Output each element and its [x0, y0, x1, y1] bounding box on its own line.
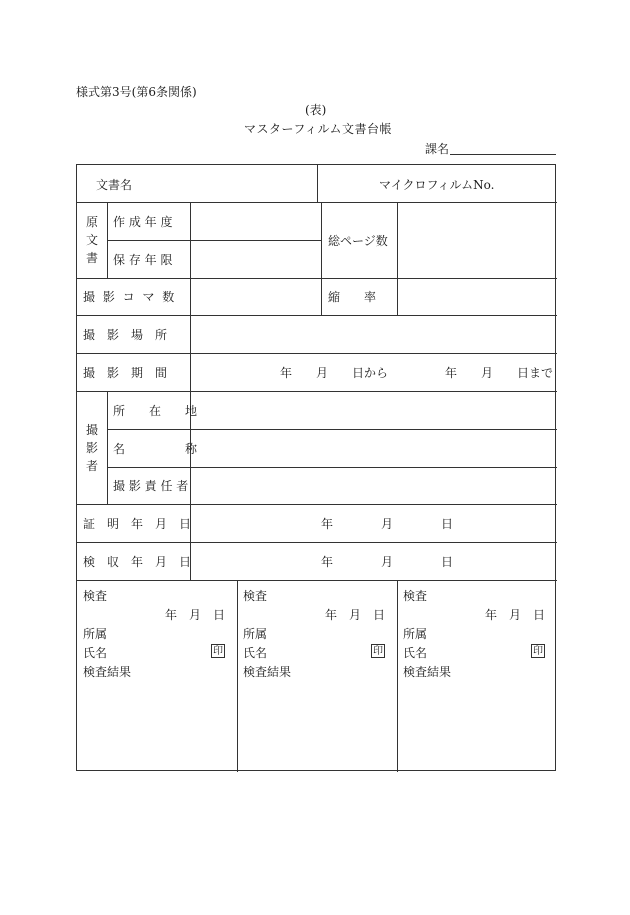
form-side-label: (表): [305, 103, 327, 117]
created-year-label: 作 成 年 度: [113, 215, 173, 229]
seal-stamp-box: 印: [213, 646, 223, 657]
inspection-date: 年 月 日: [165, 608, 226, 622]
microfilm-no-label: マイクロフィルムNo.: [379, 178, 495, 192]
period-to: 年 月 日まで: [445, 366, 554, 380]
form-number: 様式第3号(第6条関係): [76, 85, 197, 99]
person-in-charge-label: 撮 影 責 任 者: [113, 479, 189, 493]
section-name-label: 課名: [425, 142, 450, 156]
inspection-affiliation: 所属: [403, 627, 428, 641]
inspection-date: 年 月 日: [485, 608, 546, 622]
section-name-line: [450, 154, 556, 155]
form-title: マスターフィルム文書台帳: [244, 122, 392, 136]
inspection-affiliation: 所属: [83, 627, 108, 641]
inspection-name: 氏名: [83, 646, 108, 660]
seal-stamp-box: 印: [533, 646, 543, 657]
receipt-date-value: 年 月 日: [321, 555, 454, 569]
seal-stamp-box: 印: [373, 646, 383, 657]
certification-date-label: 証 明 年 月 日: [83, 517, 192, 531]
location-label: 撮 影 場 所: [83, 328, 168, 342]
receipt-date-label: 検 収 年 月 日: [83, 555, 192, 569]
inspection-date: 年 月 日: [325, 608, 386, 622]
inspection-result: 検査結果: [243, 665, 292, 679]
company-name-label: 名 称: [113, 442, 198, 456]
photographer-label: 撮 影 者: [85, 423, 98, 473]
inspection-title: 検査: [403, 589, 428, 603]
reduction-ratio-label: 縮 率: [328, 290, 377, 304]
document-name-label: 文書名: [96, 178, 133, 192]
inspection-result: 検査結果: [403, 665, 452, 679]
period-from: 年 月 日から: [280, 366, 389, 380]
inspection-box-2: [237, 580, 397, 772]
inspection-title: 検査: [83, 589, 108, 603]
register-form: [76, 164, 556, 771]
inspection-box-1: [77, 580, 237, 772]
frame-count-label: 撮 影 コ マ 数: [83, 290, 177, 304]
period-label: 撮 影 期 間: [83, 366, 168, 380]
address-label: 所 在 地: [113, 404, 198, 418]
inspection-title: 検査: [243, 589, 268, 603]
inspection-name: 氏名: [243, 646, 268, 660]
certification-date-value: 年 月 日: [321, 517, 454, 531]
total-pages-label: 総ページ数: [328, 234, 388, 248]
inspection-result: 検査結果: [83, 665, 132, 679]
inspection-affiliation: 所属: [243, 627, 268, 641]
original-document-label: 原 文 書: [85, 215, 98, 265]
inspection-name: 氏名: [403, 646, 428, 660]
retention-period-label: 保 存 年 限: [113, 253, 173, 267]
inspection-box-3: [397, 580, 557, 772]
